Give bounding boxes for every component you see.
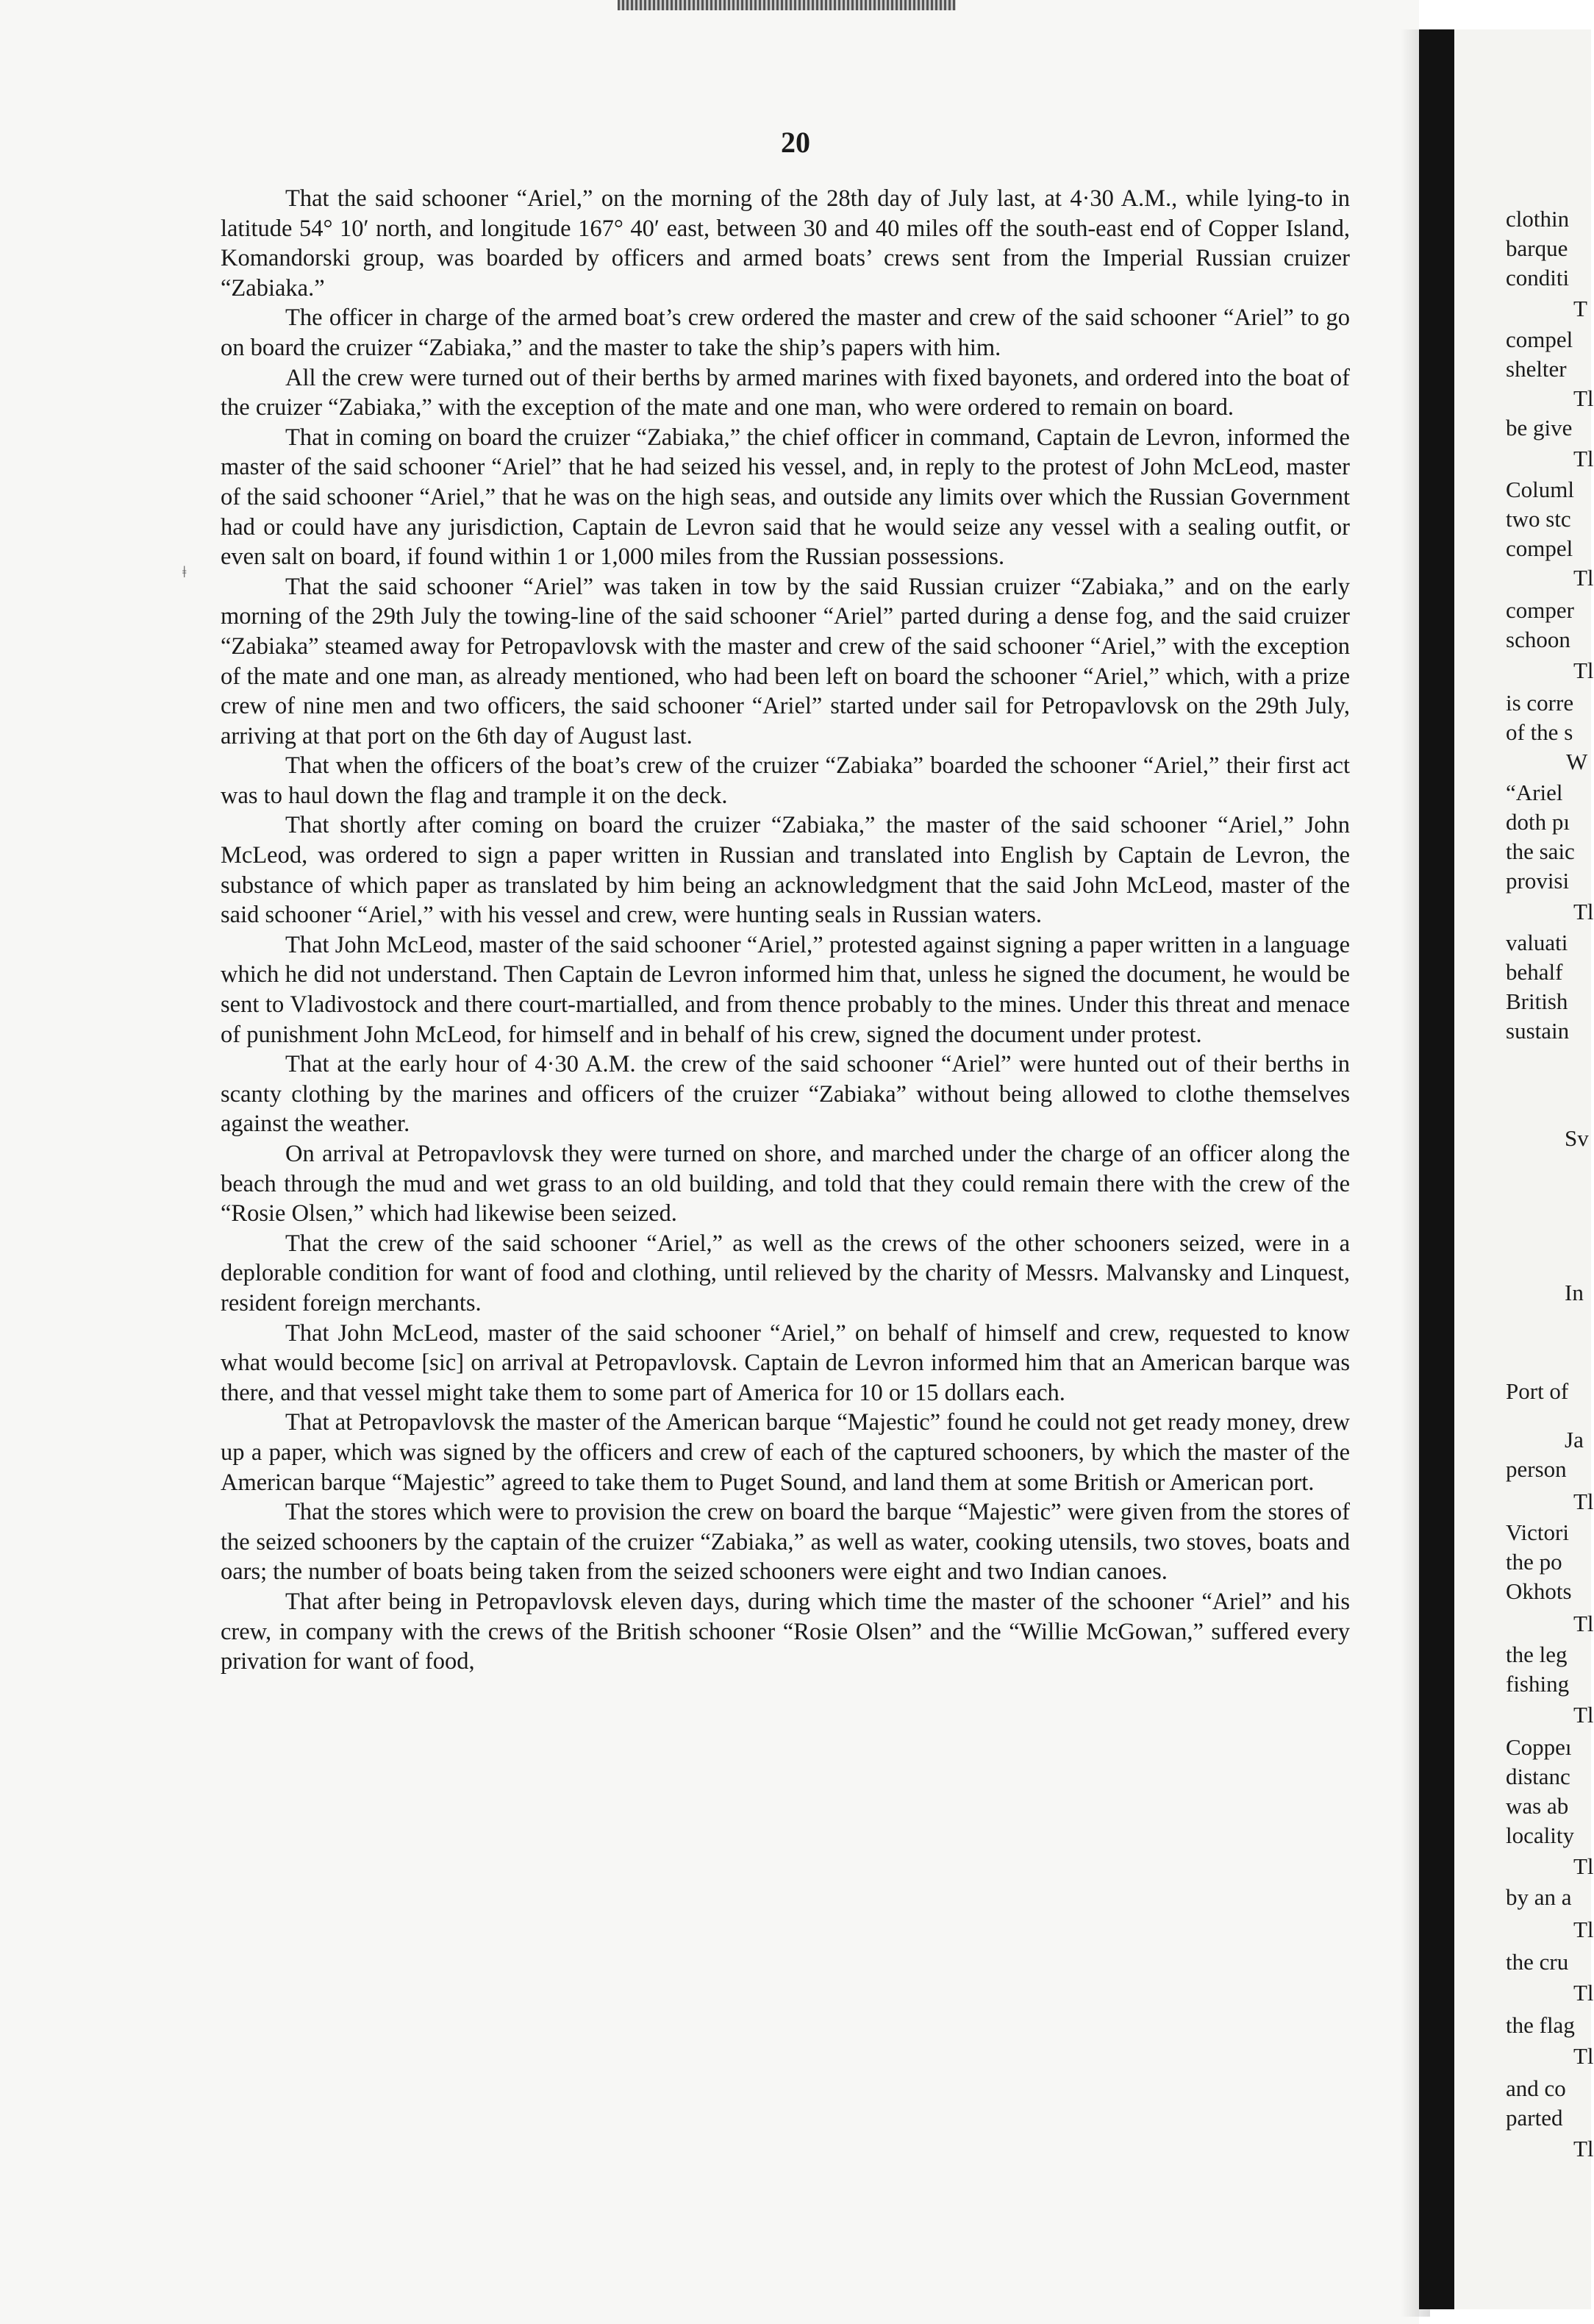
facing-line: Tl [1573, 2136, 1594, 2161]
facing-line: Tl [1573, 657, 1594, 683]
facing-line: Tl [1573, 385, 1594, 411]
facing-line: parted [1506, 2105, 1563, 2131]
facing-line: Tl [1573, 565, 1594, 591]
facing-line: the cru [1506, 1949, 1569, 1975]
facing-line: shelter [1506, 356, 1567, 382]
paragraph: That in coming on board the cruizer “Zabiaka,” the chief officer in command, Captain de Levron, informed the master of the said schooner “Ariel” that he had seized his vessel, and, in reply to the protest of John McLeod, master of the said schooner “Ariel,” that he was on the high seas, and outside any limits over which the Russian Government had or could have any jurisdiction, Captain de Levron said that he would seize any vessel with a sealing outfit, or even salt on board, if found within 1 or 1,000 miles from the Russian possessions. [221, 424, 1350, 571]
facing-line: locality [1506, 1822, 1574, 1848]
facing-line: valuati [1506, 930, 1568, 955]
facing-line: In [1565, 1280, 1584, 1305]
scan-edge-strip [618, 0, 956, 10]
facing-line: the leg [1506, 1642, 1568, 1667]
facing-line: Victori [1506, 1519, 1569, 1545]
facing-line: doth pı [1506, 809, 1570, 835]
facing-line: T [1573, 296, 1587, 321]
facing-line: Tl [1573, 1853, 1594, 1879]
paragraph: That John McLeod, master of the said schooner “Ariel,” protested against signing a paper written in a language which he did not understand. Then Captain de Levron informed him that, unless he signed the document, he would be sent to Vladivostock and there court-martialled, and from thence probably to the mines. Under this threat and menace of punishment John McLeod, for himself and in behalf of his crew, signed the document under protest. [221, 931, 1350, 1048]
facing-line: Tl [1573, 1611, 1594, 1636]
facing-line: sustain [1506, 1018, 1570, 1044]
facing-line: Columl [1506, 477, 1575, 502]
facing-line: by an a [1506, 1884, 1572, 1910]
paragraph: That when the officers of the boat’s crew of the cruizer “Zabiaka” boarded the schooner “Ariel,” their first act was to haul down the flag and trample it on the deck. [221, 752, 1350, 809]
facing-line: person [1506, 1456, 1567, 1482]
paragraph: That the said schooner “Ariel,” on the morning of the 28th day of July last, at 4·30 A.M., while lying-to in latitude 54° 10′ north, and longitude 167° 40′ east, between 30 and 40 miles off the south-east end of Copper Island, Komandorski group, was boarded by officers and armed boats’ crews sent from the Imperial Russian cruizer “Zabiaka.” [221, 185, 1350, 302]
facing-line: was ab [1506, 1793, 1569, 1819]
facing-line: “Ariel [1506, 780, 1563, 805]
facing-line: Coppeı [1506, 1734, 1572, 1760]
facing-line: Tl [1573, 1980, 1594, 2006]
facing-line: of the s [1506, 719, 1573, 745]
facing-line: is corre [1506, 690, 1574, 716]
facing-line: conditi [1506, 265, 1570, 290]
facing-line: the saic [1506, 838, 1575, 864]
facing-line: clothin [1506, 206, 1570, 232]
paragraph: That John McLeod, master of the said schooner “Ariel,” on behalf of himself and crew, requested to know what would become [sic] on arrival at Petropavlovsk. Captain de Levron informed him that an American barque was there, and that vessel might take them to some part of America for 10 or 15 dollars each. [221, 1319, 1350, 1406]
facing-line: behalf [1506, 959, 1563, 985]
body-text [221, 184, 1350, 1677]
paragraph: That the stores which were to provision the crew on board the barque “Majestic” were given from the stores of the seized schooners by the captain of the cruizer “Zabiaka,” as well as water, cooking utensils, two stoves, boats and oars; the number of boats being taken from the seized schooners were eight and two Indian canoes. [221, 1499, 1350, 1586]
page-number: 20 [781, 126, 810, 159]
facing-line: compel [1506, 535, 1573, 561]
facing-line: two stc [1506, 506, 1571, 532]
facing-line: Tl [1573, 1917, 1594, 1942]
paragraph: That the crew of the said schooner “Ariel,” as well as the crews of the other schooners seized, were in a deplorable condition for want of food and clothing, until relieved by the charity of Messrs. Malvansky and Linquest, resident foreign merchants. [221, 1230, 1350, 1316]
facing-line: Tl [1573, 899, 1594, 924]
paragraph: On arrival at Petropavlovsk they were turned on shore, and marched under the charge of an officer along the beach through the mud and wet grass to an old building, and told that they could remain there with the crew of the “Rosie Olsen,” which had likewise been seized. [221, 1141, 1350, 1227]
margin-mark: ǂ [182, 563, 187, 581]
facing-line: and co [1506, 2075, 1566, 2101]
paragraph: The officer in charge of the armed boat’s crew ordered the master and crew of the said schooner “Ariel” to go on board the cruizer “Zabiaka,” and the master to take the ship’s papers with him. [221, 304, 1350, 361]
paragraph: That shortly after coming on board the cruizer “Zabiaka,” the master of the said schooner “Ariel,” John McLeod, was ordered to sign a paper written in Russian and translated into English by Captain de Levron, the substance of which paper as translated by him being an acknowledgment that the said John McLeod, master of the said schooner “Ariel,” with his vessel and crew, were hunting seals in Russian waters. [221, 812, 1350, 929]
facing-line: schoon [1506, 627, 1570, 652]
paragraph: That after being in Petropavlovsk eleven days, during which time the master of the schooner “Ariel” and his crew, in company with the crews of the British schooner “Rosie Olsen” and the “Willie McGowan,” suffered every privation for want of food, [221, 1588, 1350, 1675]
facing-line: British [1506, 988, 1568, 1014]
facing-line: comper [1506, 597, 1574, 623]
facing-line: Tl [1573, 1702, 1594, 1728]
facing-line: the flag [1506, 2012, 1575, 2038]
facing-line: barque [1506, 235, 1568, 261]
facing-line: be give [1506, 415, 1573, 441]
facing-line: the po [1506, 1549, 1562, 1575]
facing-line: Tl [1573, 2043, 1594, 2069]
facing-line: Tl [1573, 446, 1594, 471]
paragraph: All the crew were turned out of their berths by armed marines with fixed bayonets, and ordered into the boat of the cruizer “Zabiaka,” with the exception of the mate and one man, who were ordered to remain on board. [221, 364, 1350, 421]
facing-line: Port of [1506, 1378, 1569, 1404]
facing-line: fishing [1506, 1671, 1570, 1697]
facing-line: compel [1506, 327, 1573, 352]
book-spine [1419, 29, 1454, 2309]
facing-line: Ja [1565, 1427, 1584, 1452]
facing-line: provisi [1506, 868, 1570, 894]
facing-line: Tl [1573, 1489, 1594, 1514]
facing-line: W [1566, 749, 1588, 774]
paragraph: That at Petropavlovsk the master of the American barque “Majestic” found he could not get ready money, drew up a paper, which was signed by the officers and crew of each of the captured schooners, by which the master of the American barque “Majestic” agreed to take them to Puget Sound, and land them at some British or American port. [221, 1409, 1350, 1496]
facing-line: distanc [1506, 1764, 1570, 1789]
paragraph: That the said schooner “Ariel” was taken in tow by the said Russian cruizer “Zabiaka,” and on the early morning of the 29th July the towing-line of the said schooner “Ariel” parted during a dense fog, and the said cruizer “Zabiaka” steamed away for Petropavlovsk with the master and crew of the said schooner “Ariel,” with the exception of the mate and one man, as already mentioned, who had been left on board the schooner “Ariel,” which, with a prize crew of nine men and two officers, the said schooner “Ariel” started under sail for Petropavlovsk on the 29th July, arriving at that port on the 6th day of August last. [221, 573, 1350, 749]
facing-line: Okhots [1506, 1578, 1572, 1604]
paragraph: That at the early hour of 4·30 A.M. the crew of the said schooner “Ariel” were hunted out of their berths in scanty clothing by the marines and officers of the cruizer “Zabiaka” without being allowed to clothe themselves against the weather. [221, 1051, 1350, 1138]
facing-line: Sv [1565, 1125, 1589, 1151]
